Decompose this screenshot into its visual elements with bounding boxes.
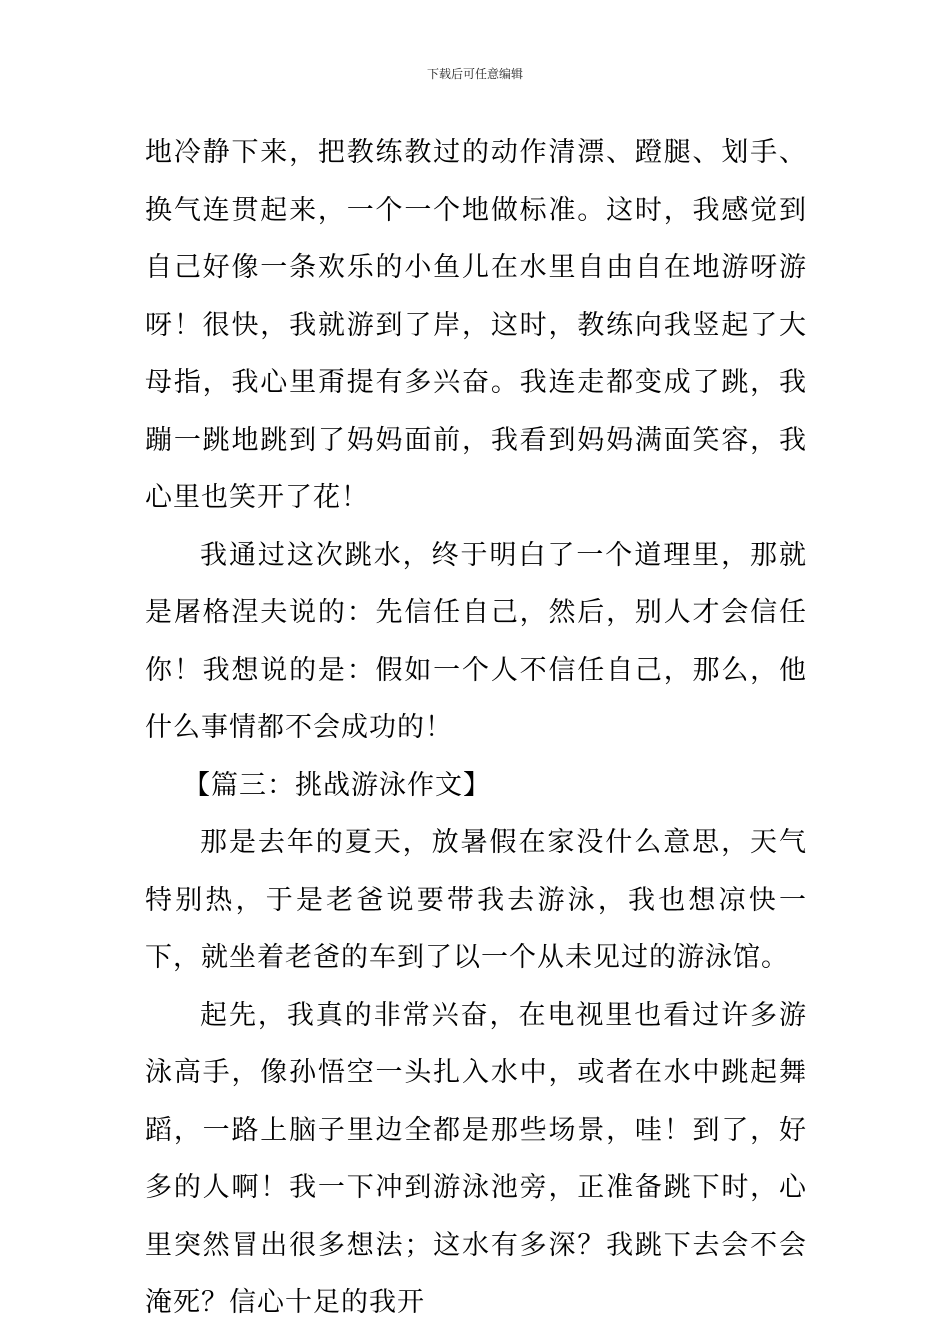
section-heading: 【篇三：挑战游泳作文】 (183, 769, 491, 801)
paragraph-story: 起先，我真的非常兴奋，在电视里也看过许多游泳高手，像孙悟空一头扎入水中，或者在水中跳起舞蹈，一路上脑子里边全都是那些场景，哇！到了，好多的人啊！我一下冲到游泳池旁，正准备跳下时，心里突然冒出很多想法；这水有多深？我跳下去会不会淹死？信心十足的我开 (145, 999, 807, 1318)
document-body (145, 124, 807, 1332)
page-header: 下载后可任意编辑 (426, 67, 523, 81)
paragraph-conclusion: 我通过这次跳水，终于明白了一个道理里，那就是屠格涅夫说的：先信任自己，然后，别人才会信任你！我想说的是：假如一个人不信任自己，那么，他什么事情都不会成功的！ (145, 539, 807, 743)
paragraph-intro: 那是去年的夏天，放暑假在家没什么意思，天气特别热，于是老爸说要带我去游泳，我也想凉快一下，就坐着老爸的车到了以一个从未见过的游泳馆。 (145, 827, 807, 973)
paragraph-continuation: 地冷静下来，把教练教过的动作清漂、蹬腿、划手、换气连贯起来，一个一个地做标准。这时，我感觉到自己好像一条欢乐的小鱼儿在水里自由自在地游呀游呀！很快，我就游到了岸，这时，教练向我竖起了大母指，我心里甭提有多兴奋。我连走都变成了跳，我蹦一跳地跳到了妈妈面前，我看到妈妈满面笑容，我心里也笑开了花！ (145, 137, 807, 513)
